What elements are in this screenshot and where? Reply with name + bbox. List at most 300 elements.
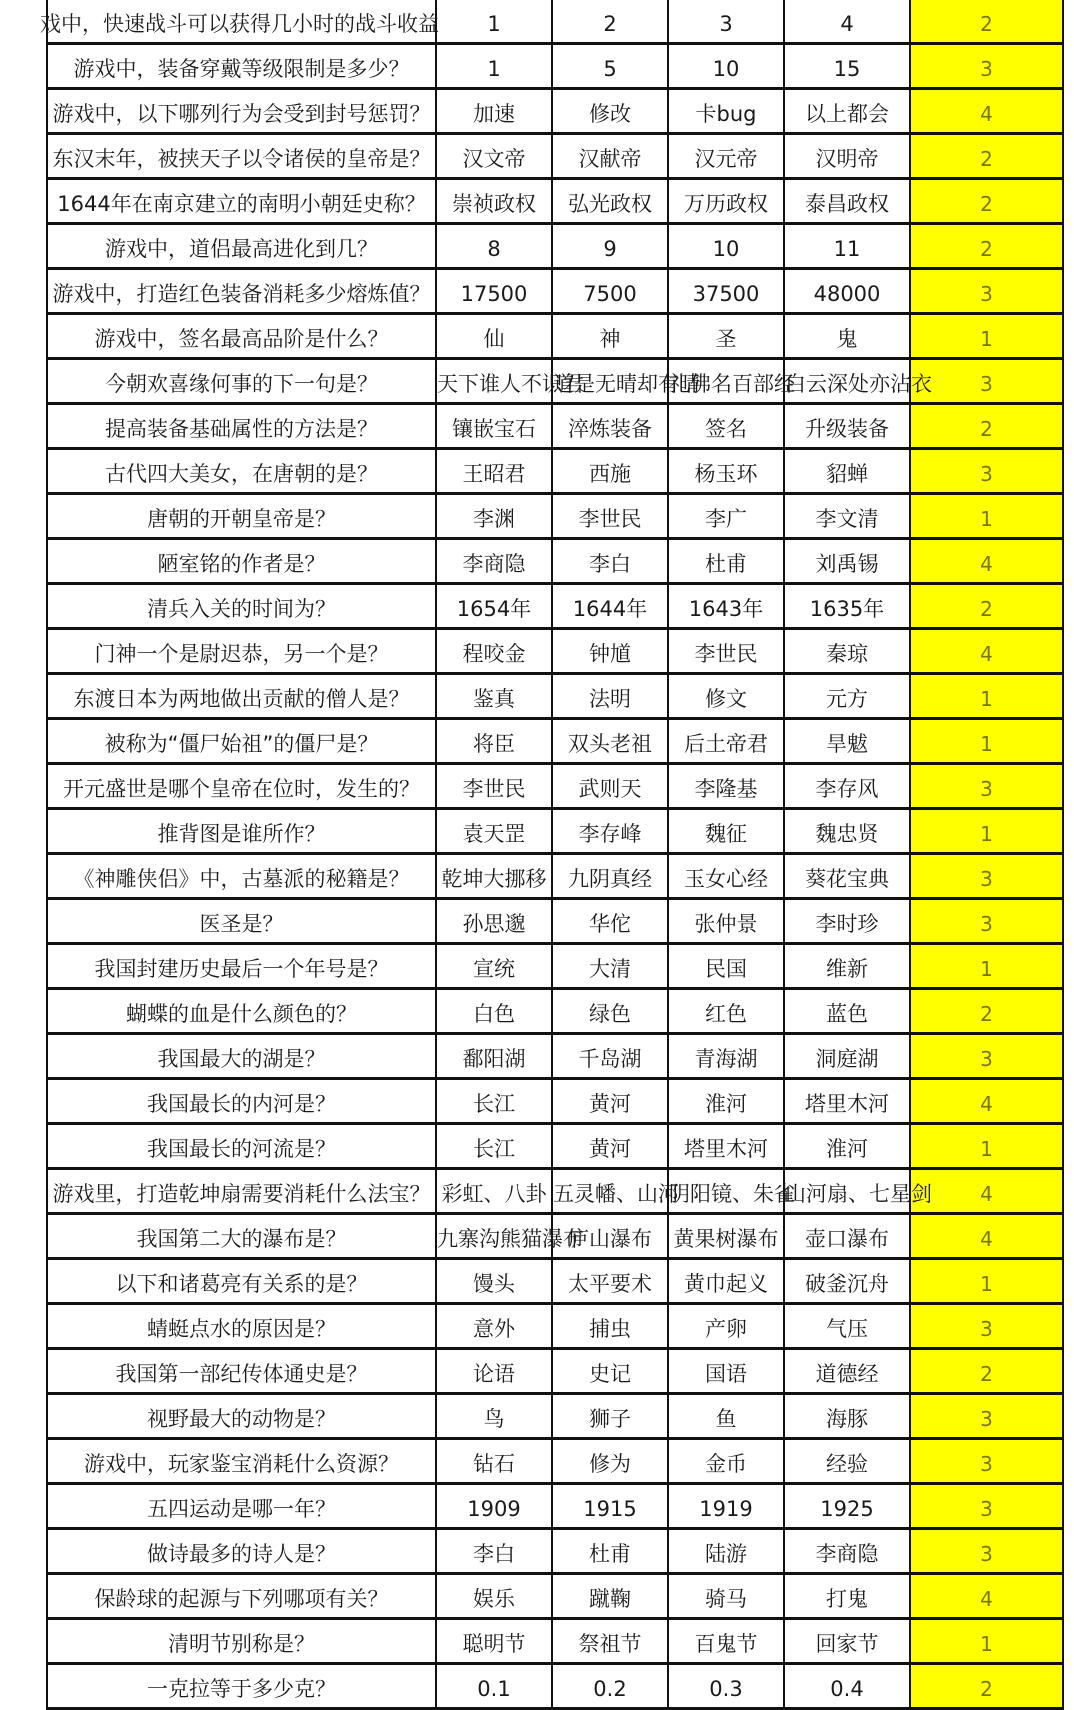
option-c-cell (668, 1169, 795, 1214)
option-d-cell (784, 1034, 910, 1079)
question-text: 以下和诸葛亮有关系的是？ (115, 1272, 368, 1296)
option-a-cell (436, 0, 552, 44)
option-a-cell (436, 449, 552, 494)
answer-text: 1 (980, 732, 993, 756)
answer-text: 4 (980, 1182, 993, 1206)
option-d-text: 回家节 (815, 1632, 879, 1656)
question-text: 我国最大的湖是？ (157, 1047, 326, 1071)
option-c-text: 后土帝君 (684, 732, 768, 756)
option-c-text: 圣 (715, 327, 737, 351)
question-text: 提高装备基础属性的方法是？ (105, 417, 378, 441)
option-d-text: 1635年 (809, 597, 885, 621)
answer-text: 1 (980, 957, 993, 981)
option-b-cell (552, 359, 700, 404)
question-text: 游戏中，装备穿戴等级限制是多少？ (73, 57, 410, 81)
answer-text: 1 (980, 1137, 993, 1161)
question-text: 游戏中，打造红色装备消耗多少熔炼值？ (52, 282, 431, 306)
option-a-text: 袁天罡 (462, 822, 526, 846)
answer-cell (910, 1349, 1063, 1394)
question-cell (47, 224, 436, 269)
question-text: 戏中，快速战斗可以获得几小时的战斗收益 (40, 12, 439, 36)
answer-cell (910, 44, 1063, 89)
table-row (47, 1574, 1063, 1619)
option-d-cell (784, 854, 910, 899)
option-b-cell (552, 1259, 668, 1304)
answer-cell (910, 89, 1063, 134)
option-c-text: 阴阳镜、朱雀 (669, 1182, 795, 1206)
answer-text: 3 (980, 912, 993, 936)
option-d-text: 15 (833, 57, 861, 81)
question-cell (47, 179, 436, 224)
option-c-cell (668, 1124, 784, 1169)
question-text: 视野最大的动物是？ (147, 1407, 336, 1431)
answer-cell (910, 1619, 1063, 1664)
question-cell (47, 494, 436, 539)
question-cell (47, 719, 436, 764)
option-a-cell (436, 1619, 552, 1664)
question-cell (47, 1574, 436, 1619)
option-b-cell (552, 854, 668, 899)
option-d-cell (784, 1169, 932, 1214)
option-c-text: 李世民 (694, 642, 758, 666)
option-b-text: 2 (603, 12, 617, 36)
option-c-cell (668, 1439, 784, 1484)
option-c-text: 10 (712, 57, 740, 81)
option-b-cell (552, 1664, 668, 1709)
answer-text: 1 (980, 687, 993, 711)
answer-cell (910, 1034, 1063, 1079)
option-c-cell (668, 89, 784, 134)
option-b-cell (552, 449, 668, 494)
option-c-text: 鱼 (715, 1407, 737, 1431)
question-text: 蝴蝶的血是什么颜色的？ (126, 1002, 357, 1026)
option-c-cell (668, 404, 784, 449)
answer-cell (910, 269, 1063, 314)
option-d-text: 蓝色 (826, 1002, 868, 1026)
answer-cell (910, 674, 1063, 719)
answer-text: 2 (980, 237, 993, 261)
option-b-text: 弘光政权 (568, 192, 652, 216)
table-row (47, 269, 1063, 314)
table-row (47, 494, 1063, 539)
option-c-cell (668, 809, 784, 854)
answer-text: 4 (980, 1092, 993, 1116)
quiz-answer-sheet (40, 0, 1064, 1710)
option-a-cell (436, 404, 552, 449)
question-cell (47, 134, 436, 179)
question-text: 游戏里，打造乾坤扇需要消耗什么法宝？ (52, 1182, 431, 1206)
option-c-text: 黄果树瀑布 (673, 1227, 779, 1251)
option-a-text: 鉴真 (473, 687, 515, 711)
answer-cell (910, 854, 1063, 899)
option-c-cell (668, 44, 784, 89)
option-b-cell (552, 1619, 668, 1664)
option-a-text: 天下谁人不识君 (437, 372, 584, 396)
answer-cell (910, 1439, 1063, 1484)
answer-text: 3 (980, 1452, 993, 1476)
option-d-text: 4 (840, 12, 854, 36)
option-a-cell (436, 179, 552, 224)
answer-text: 2 (980, 147, 993, 171)
question-cell (47, 449, 436, 494)
table-row (47, 809, 1063, 854)
answer-text: 2 (980, 417, 993, 441)
question-cell (47, 1349, 436, 1394)
question-cell (47, 1484, 436, 1529)
option-b-cell (552, 944, 668, 989)
option-a-cell (436, 854, 552, 899)
option-b-text: 庐山瀑布 (568, 1227, 652, 1251)
answer-text: 2 (980, 192, 993, 216)
option-a-cell (436, 1664, 552, 1709)
option-c-text: 红色 (705, 1002, 747, 1026)
option-a-cell (436, 764, 552, 809)
answer-cell (910, 0, 1063, 44)
table-row (47, 89, 1063, 134)
option-d-cell (784, 494, 910, 539)
table-row (47, 899, 1063, 944)
option-d-text: 元方 (826, 687, 868, 711)
question-cell (47, 1439, 436, 1484)
question-text: 我国第一部纪传体通史是？ (115, 1362, 368, 1386)
option-d-cell (784, 1529, 910, 1574)
question-text: 今朝欢喜缘何事的下一句是？ (105, 372, 378, 396)
option-d-cell (784, 899, 910, 944)
option-a-cell (436, 224, 552, 269)
option-d-text: 李商隐 (815, 1542, 879, 1566)
option-c-cell (668, 1034, 784, 1079)
answer-text: 4 (980, 552, 993, 576)
table-row (47, 1304, 1063, 1349)
option-a-text: 娱乐 (473, 1587, 515, 1611)
option-c-text: 魏征 (705, 822, 747, 846)
answer-cell (910, 179, 1063, 224)
option-c-cell (668, 719, 784, 764)
answer-text: 3 (980, 1497, 993, 1521)
option-c-cell (668, 224, 784, 269)
question-text: 门神一个是尉迟恭，另一个是？ (94, 642, 389, 666)
option-c-text: 杜甫 (705, 552, 747, 576)
option-a-cell (436, 899, 552, 944)
option-d-cell (784, 539, 910, 584)
table-row (47, 1169, 1063, 1214)
table-row (47, 989, 1063, 1034)
option-b-cell (552, 1349, 668, 1394)
answer-text: 3 (980, 1407, 993, 1431)
option-b-cell (552, 1034, 668, 1079)
option-b-cell (552, 224, 668, 269)
table-row (47, 1349, 1063, 1394)
option-c-cell (668, 629, 784, 674)
answer-text: 3 (980, 777, 993, 801)
option-b-cell (552, 1394, 668, 1439)
option-a-cell (436, 44, 552, 89)
option-c-text: 10 (712, 237, 740, 261)
answer-cell (910, 764, 1063, 809)
option-b-text: 李世民 (578, 507, 642, 531)
answer-cell (910, 1169, 1063, 1214)
option-b-text: 大清 (589, 957, 631, 981)
question-text: 我国最长的河流是？ (147, 1137, 336, 1161)
option-b-cell (552, 1439, 668, 1484)
option-a-cell (436, 134, 552, 179)
option-b-cell (552, 764, 668, 809)
table-row (47, 854, 1063, 899)
option-a-text: 鄱阳湖 (462, 1047, 526, 1071)
option-b-text: 7500 (583, 282, 637, 306)
option-c-text: 0.3 (709, 1677, 743, 1701)
option-c-text: 青海湖 (694, 1047, 758, 1071)
option-d-cell (784, 1304, 910, 1349)
option-b-cell (552, 539, 668, 584)
option-d-text: 11 (833, 237, 861, 261)
option-d-text: 貂蝉 (826, 462, 868, 486)
option-b-text: 杜甫 (589, 1542, 631, 1566)
question-cell (47, 1529, 436, 1574)
option-b-text: 九阴真经 (568, 867, 652, 891)
option-d-cell (784, 1349, 910, 1394)
answer-cell (910, 494, 1063, 539)
question-cell (47, 854, 436, 899)
option-c-text: 金币 (705, 1452, 747, 1476)
option-b-text: 西施 (589, 462, 631, 486)
option-a-text: 长江 (473, 1092, 515, 1116)
option-d-text: 塔里木河 (805, 1092, 889, 1116)
option-b-text: 1644年 (572, 597, 648, 621)
option-b-text: 千岛湖 (578, 1047, 642, 1071)
option-b-text: 李白 (589, 552, 631, 576)
option-a-text: 加速 (473, 102, 515, 126)
option-d-text: 48000 (813, 282, 881, 306)
question-text: 开元盛世是哪个皇帝在位时，发生的？ (63, 777, 420, 801)
option-d-cell (784, 449, 910, 494)
option-d-cell (784, 809, 910, 854)
question-cell (47, 269, 436, 314)
option-a-text: 镶嵌宝石 (452, 417, 536, 441)
option-a-text: 白色 (473, 1002, 515, 1026)
option-a-cell (436, 584, 552, 629)
option-a-text: 王昭君 (462, 462, 526, 486)
answer-text: 2 (980, 12, 993, 36)
table-row (47, 719, 1063, 764)
option-b-text: 法明 (589, 687, 631, 711)
answer-text: 1 (980, 1632, 993, 1656)
table-row (47, 764, 1063, 809)
option-a-text: 馒头 (473, 1272, 515, 1296)
option-a-cell (436, 1169, 552, 1214)
question-text: 唐朝的开朝皇帝是？ (147, 507, 336, 531)
question-text: 做诗最多的诗人是？ (147, 1542, 336, 1566)
option-a-text: 1654年 (456, 597, 532, 621)
option-d-text: 淮河 (826, 1137, 868, 1161)
option-c-cell (668, 269, 784, 314)
option-b-cell (552, 1214, 668, 1259)
table-row (47, 1079, 1063, 1124)
option-c-cell (668, 1214, 784, 1259)
table-row (47, 1394, 1063, 1439)
option-a-text: 论语 (473, 1362, 515, 1386)
option-d-text: 刘禹锡 (815, 552, 879, 576)
option-d-text: 鬼 (836, 327, 858, 351)
question-text: 游戏中，道侣最高进化到几？ (105, 237, 378, 261)
option-c-text: 3 (719, 12, 733, 36)
option-b-text: 修改 (589, 102, 631, 126)
question-cell (47, 1169, 436, 1214)
table-row (47, 224, 1063, 269)
question-cell (47, 1079, 436, 1124)
table-row (47, 1529, 1063, 1574)
option-a-text: 长江 (473, 1137, 515, 1161)
option-d-cell (784, 224, 910, 269)
option-a-text: 意外 (473, 1317, 515, 1341)
option-d-cell (784, 1124, 910, 1169)
option-c-cell (668, 359, 795, 404)
question-cell (47, 359, 436, 404)
option-d-cell (784, 764, 910, 809)
option-c-cell (668, 1259, 784, 1304)
answer-cell (910, 1664, 1063, 1709)
answer-cell (910, 1079, 1063, 1124)
option-d-text: 白云深处亦沾衣 (785, 372, 932, 396)
option-b-cell (552, 989, 668, 1034)
question-text: 医圣是？ (199, 912, 284, 936)
answer-text: 3 (980, 1542, 993, 1566)
option-d-cell (784, 1079, 910, 1124)
option-c-cell (668, 674, 784, 719)
option-c-cell (668, 449, 784, 494)
table-row (47, 1214, 1063, 1259)
option-b-cell (552, 1169, 679, 1214)
option-b-text: 0.2 (593, 1677, 627, 1701)
question-text: 陋室铭的作者是？ (157, 552, 326, 576)
question-cell (40, 0, 439, 44)
question-text: 清兵入关的时间为？ (147, 597, 336, 621)
option-d-cell (784, 944, 910, 989)
option-d-cell (784, 134, 910, 179)
answer-text: 3 (980, 57, 993, 81)
option-c-text: 37500 (692, 282, 760, 306)
question-cell (47, 1664, 436, 1709)
answer-cell (910, 1214, 1063, 1259)
question-text: 1644年在南京建立的南明小朝廷史称？ (57, 192, 426, 216)
option-a-text: 钻石 (473, 1452, 515, 1476)
table-row (47, 1619, 1063, 1664)
option-c-text: 修文 (705, 687, 747, 711)
option-c-text: 民国 (705, 957, 747, 981)
option-d-cell (784, 1619, 910, 1664)
option-c-text: 签名 (705, 417, 747, 441)
option-d-text: 泰昌政权 (805, 192, 889, 216)
option-b-text: 武则天 (578, 777, 642, 801)
option-b-cell (552, 179, 668, 224)
option-d-text: 道德经 (815, 1362, 879, 1386)
option-a-text: 孙思邈 (462, 912, 526, 936)
option-d-cell (784, 719, 910, 764)
option-d-cell (784, 1574, 910, 1619)
option-a-cell (436, 1079, 552, 1124)
question-cell (47, 404, 436, 449)
option-d-text: 维新 (826, 957, 868, 981)
option-c-cell (668, 1574, 784, 1619)
answer-text: 1 (980, 507, 993, 531)
question-cell (47, 1394, 436, 1439)
option-a-cell (436, 944, 552, 989)
table-row (47, 1439, 1063, 1484)
option-c-cell (668, 899, 784, 944)
question-text: 保龄球的起源与下列哪项有关？ (94, 1587, 389, 1611)
option-a-cell (436, 1259, 552, 1304)
option-d-cell (784, 989, 910, 1034)
question-cell (47, 989, 436, 1034)
option-b-text: 捕虫 (589, 1317, 631, 1341)
option-b-cell (552, 89, 668, 134)
option-c-cell (668, 854, 784, 899)
answer-cell (910, 1259, 1063, 1304)
option-b-cell (552, 1079, 668, 1124)
question-cell (47, 1259, 436, 1304)
option-c-text: 礼佛名百部经 (669, 372, 795, 396)
option-a-text: 17500 (460, 282, 528, 306)
option-a-text: 李白 (473, 1542, 515, 1566)
option-a-text: 李世民 (462, 777, 526, 801)
option-d-text: 打鬼 (826, 1587, 868, 1611)
option-b-text: 史记 (589, 1362, 631, 1386)
option-c-text: 万历政权 (684, 192, 768, 216)
option-a-text: 汉文帝 (462, 147, 526, 171)
option-c-text: 卡bug (695, 102, 757, 126)
question-cell (47, 809, 436, 854)
answer-cell (910, 404, 1063, 449)
option-d-text: 升级装备 (805, 417, 889, 441)
option-d-cell (784, 1664, 910, 1709)
option-d-text: 旱魃 (826, 732, 868, 756)
option-b-cell (552, 1124, 668, 1169)
answer-cell (910, 359, 1063, 404)
option-c-text: 李隆基 (694, 777, 758, 801)
option-d-cell (784, 1394, 910, 1439)
question-text: 一克拉等于多少克？ (147, 1677, 336, 1701)
answer-text: 4 (980, 1227, 993, 1251)
table-row (47, 1259, 1063, 1304)
option-a-cell (436, 314, 552, 359)
option-b-cell (552, 0, 668, 44)
option-b-text: 华佗 (589, 912, 631, 936)
option-c-text: 1643年 (688, 597, 764, 621)
option-a-cell (436, 1529, 552, 1574)
option-c-text: 百鬼节 (694, 1632, 758, 1656)
question-cell (47, 1214, 436, 1259)
option-a-text: 崇祯政权 (452, 192, 536, 216)
answer-text: 1 (980, 1272, 993, 1296)
option-c-text: 玉女心经 (684, 867, 768, 891)
option-a-cell (436, 539, 552, 584)
answer-cell (910, 989, 1063, 1034)
answer-text: 3 (980, 1317, 993, 1341)
option-b-text: 黄河 (589, 1092, 631, 1116)
option-d-cell (784, 404, 910, 449)
option-a-text: 0.1 (477, 1677, 511, 1701)
table-row (47, 314, 1063, 359)
option-a-text: 将臣 (473, 732, 515, 756)
option-d-cell (784, 269, 910, 314)
option-b-text: 五灵幡、山河 (553, 1182, 679, 1206)
option-d-cell (784, 89, 910, 134)
option-b-cell (552, 314, 668, 359)
option-d-text: 李时珍 (815, 912, 879, 936)
option-d-cell (784, 629, 910, 674)
option-d-text: 秦琼 (826, 642, 868, 666)
option-a-cell (436, 1304, 552, 1349)
